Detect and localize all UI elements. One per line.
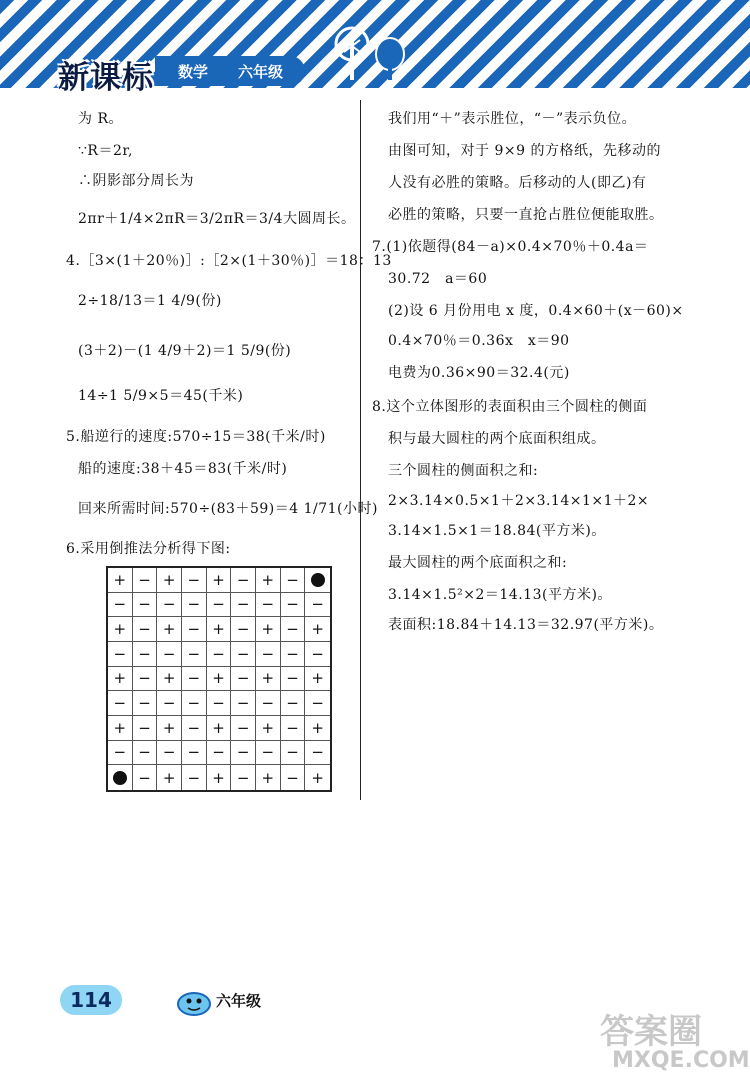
text-line: 3.14×1.5²×2＝14.13(平方米)。 <box>388 587 612 603</box>
grid-cell: + <box>157 568 182 593</box>
grid-cell: + <box>157 716 182 741</box>
grid-cell: − <box>133 642 158 667</box>
text-line: 最大圆柱的两个底面积之和: <box>388 555 568 571</box>
grid-cell: − <box>108 642 133 667</box>
grid-cell: − <box>207 741 232 766</box>
text-line: 0.4×70％＝0.36x x＝90 <box>388 333 570 349</box>
text-line: 6.采用倒推法分析得下图: <box>66 541 231 557</box>
text-line: 2÷18/13＝1 4/9(份) <box>78 293 222 309</box>
grid-cell: − <box>231 716 256 741</box>
grid-cell: − <box>256 642 281 667</box>
grid-cell: − <box>231 691 256 716</box>
grid-cell: + <box>157 667 182 692</box>
text-line: (2)设 6 月份用电 x 度，0.4×60＋(x－60)× <box>388 303 684 319</box>
grid-cell <box>108 765 133 790</box>
grid-cell: + <box>108 617 133 642</box>
grid-cell: − <box>182 642 207 667</box>
grid-cell: + <box>207 765 232 790</box>
grid-cell: − <box>182 593 207 618</box>
subject-label: 数学 <box>178 63 209 81</box>
grid-cell: − <box>256 593 281 618</box>
grid-cell: − <box>281 568 306 593</box>
text-line: 积与最大圆柱的两个底面积组成。 <box>388 431 606 447</box>
grid-cell: − <box>231 642 256 667</box>
grid-cell: − <box>281 617 306 642</box>
grade-label: 六年级 <box>238 63 284 81</box>
text-line: 4.［3×(1＋20％)］:［2×(1＋30％)］＝18：13 <box>66 253 392 269</box>
grid-cell: + <box>256 716 281 741</box>
grid-cell: − <box>157 691 182 716</box>
grid-cell: − <box>182 617 207 642</box>
grid-cell: − <box>182 716 207 741</box>
grid-cell: − <box>305 593 330 618</box>
grid-cell: − <box>133 617 158 642</box>
text-line: 7.(1)依题得(84－a)×0.4×70％＋0.4a＝ <box>372 239 649 255</box>
grid-cell: + <box>305 716 330 741</box>
grid-cell: − <box>157 741 182 766</box>
grid-cell: + <box>108 568 133 593</box>
grid-cell: − <box>231 617 256 642</box>
grid-cell: − <box>231 593 256 618</box>
grid-cell: − <box>108 593 133 618</box>
game-grid <box>106 566 332 792</box>
text-line: 三个圆柱的侧面积之和: <box>388 463 539 479</box>
text-line: 14÷1 5/9×5＝45(千米) <box>78 388 244 404</box>
grid-cell: − <box>157 642 182 667</box>
grid-cell: + <box>207 617 232 642</box>
grid-cell: − <box>281 593 306 618</box>
grid-cell: − <box>133 765 158 790</box>
text-line: 3.14×1.5×1＝18.84(平方米)。 <box>388 523 606 539</box>
grid-cell: + <box>256 617 281 642</box>
grid-cell: − <box>108 691 133 716</box>
grid-cell: − <box>157 593 182 618</box>
grid-cell: − <box>281 765 306 790</box>
text-line: 由图可知，对于 9×9 的方格纸，先移动的 <box>388 143 661 159</box>
grid-cell: − <box>133 593 158 618</box>
grid-cell: − <box>281 716 306 741</box>
grid-cell: + <box>305 617 330 642</box>
watermark-url: MXQE.COM <box>612 1048 750 1073</box>
grid-cell: − <box>207 593 232 618</box>
text-line: ∴阴影部分周长为 <box>78 173 194 189</box>
grid-cell: + <box>157 617 182 642</box>
grid-cell: − <box>231 741 256 766</box>
text-line: 5.船逆行的速度:570÷15＝38(千米/时) <box>66 429 326 445</box>
grid-cell: − <box>182 765 207 790</box>
footer-grade: 六年级 <box>216 992 262 1010</box>
grid-cell: − <box>133 568 158 593</box>
grid-cell: + <box>207 568 232 593</box>
brand-title: 新课标 <box>58 60 154 96</box>
grid-cell: − <box>108 741 133 766</box>
text-line: 回来所需时间:570÷(83＋59)＝4 1/71(小时) <box>78 501 378 517</box>
watermark: 答案圈 <box>600 1012 702 1052</box>
grid-cell: − <box>281 741 306 766</box>
page-number: 114 <box>60 985 122 1015</box>
text-line: 必胜的策略，只要一直抢占胜位便能取胜。 <box>388 207 664 223</box>
grid-cell: − <box>256 741 281 766</box>
grid-cell: + <box>256 568 281 593</box>
grid-cell: − <box>133 667 158 692</box>
text-line: 表面积:18.84＋14.13＝32.97(平方米)。 <box>388 617 664 633</box>
grid-cell: + <box>207 716 232 741</box>
text-line: 8.这个立体图形的表面积由三个圆柱的侧面 <box>372 399 648 415</box>
grid-cell: − <box>305 691 330 716</box>
grid-cell: − <box>207 642 232 667</box>
grid-cell: + <box>311 768 324 787</box>
grid-cell: − <box>231 568 256 593</box>
grid-cell: − <box>281 642 306 667</box>
text-line: 2×3.14×0.5×1＋2×3.14×1×1＋2× <box>388 493 650 509</box>
text-line: 为 R。 <box>78 111 123 127</box>
grid-cell: + <box>256 765 281 790</box>
grid-cell: − <box>182 568 207 593</box>
text-line: ∵R＝2r, <box>78 143 133 159</box>
grid-cell: − <box>133 716 158 741</box>
tree-icon <box>330 22 410 82</box>
grid-cell: − <box>133 741 158 766</box>
grid-cell: − <box>182 741 207 766</box>
column-divider <box>360 100 361 800</box>
text-line: 2πr＋1/4×2πR＝3/2πR＝3/4大圆周长。 <box>78 211 356 227</box>
grid-cell: − <box>305 642 330 667</box>
grid-cell: + <box>157 765 182 790</box>
grid-cell: − <box>182 667 207 692</box>
grid-cell: − <box>281 667 306 692</box>
grid-cell: + <box>305 667 330 692</box>
grid-cell: − <box>256 691 281 716</box>
grid-cell <box>305 568 330 593</box>
position-dot-icon <box>311 573 325 587</box>
grid-cell: + <box>108 716 133 741</box>
text-line: 我们用“＋”表示胜位，“－”表示负位。 <box>388 111 637 127</box>
grid-cell: + <box>256 667 281 692</box>
grid-cell: + <box>108 667 133 692</box>
text-line: 30.72 a＝60 <box>388 271 488 287</box>
grid-cell: + <box>207 667 232 692</box>
text-line: (3＋2)－(1 4/9＋2)＝1 5/9(份) <box>78 343 292 359</box>
text-line: 人没有必胜的策略。后移动的人(即乙)有 <box>388 175 647 191</box>
grid-cell: − <box>305 741 330 766</box>
grid-cell: − <box>231 667 256 692</box>
grid-cell: − <box>133 691 158 716</box>
position-dot-icon <box>113 771 127 785</box>
grid-cell: − <box>182 691 207 716</box>
grid-cell: − <box>207 691 232 716</box>
text-line: 电费为0.36×90＝32.4(元) <box>388 365 570 381</box>
mascot-icon <box>176 986 212 1016</box>
grid-cell: − <box>281 691 306 716</box>
grid-cell: − <box>231 765 256 790</box>
text-line: 船的速度:38＋45＝83(千米/时) <box>78 461 288 477</box>
